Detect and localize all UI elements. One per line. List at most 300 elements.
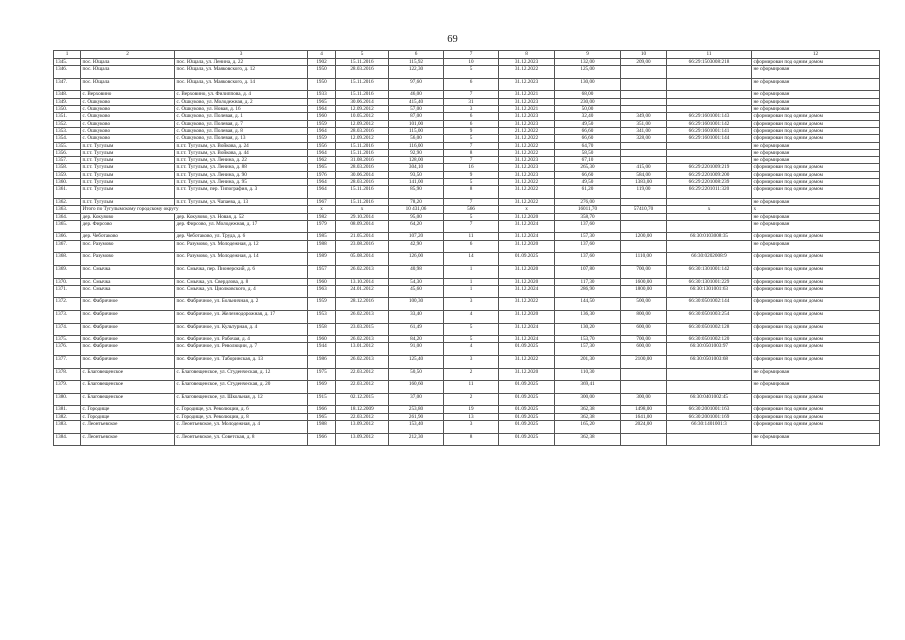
residents-cell: 11 — [444, 381, 499, 394]
land-status-cell: сформирован под одним домом — [752, 421, 880, 434]
inspection-date-cell: 29.10.2014 — [336, 213, 389, 220]
row-number-cell: 1346. — [54, 66, 81, 79]
inspection-date-cell: 10.05.2012 — [336, 113, 389, 120]
planned-area-cell: 66,60 — [555, 171, 621, 178]
area-cell: 141,00 — [389, 179, 444, 186]
table-row — [54, 413, 880, 420]
settlement-cell: с. Ошкуково — [81, 120, 175, 127]
resettlement-date-cell: 31.12.2021 — [499, 106, 555, 113]
column-header: 12 — [752, 51, 880, 59]
residents-cell: 1 — [444, 278, 499, 285]
land-area-cell — [621, 91, 667, 98]
land-status-cell: не сформирован — [752, 433, 880, 446]
table-row — [54, 323, 880, 336]
year-built-cell: 1959 — [308, 135, 336, 142]
table-row — [54, 336, 880, 343]
address-cell: дер. Чеботаково, ул. Труда, д. 6 — [175, 233, 308, 240]
planned-area-cell: 58,50 — [555, 149, 621, 156]
table-row — [54, 393, 880, 406]
land-area-cell — [621, 240, 667, 253]
land-area-cell — [621, 78, 667, 91]
table-row — [54, 66, 880, 79]
row-number-cell: 1378. — [54, 368, 81, 381]
row-number-cell: 1383. — [54, 421, 81, 434]
address-cell: с. Благовещенское, ул. Студенческая, д. 20 — [175, 381, 308, 394]
table-row — [54, 368, 880, 381]
settlement-cell: с. Ошкуково — [81, 106, 175, 113]
resettlement-date-cell: 31.12.2023 — [499, 78, 555, 91]
area-cell: 61,49 — [389, 323, 444, 336]
cadastral-number-cell — [667, 98, 752, 105]
land-status-cell: сформирован под одним домом — [752, 253, 880, 266]
cadastral-number-cell — [667, 433, 752, 446]
land-area-cell — [621, 198, 667, 205]
settlement-cell: с. Леонтьевское — [81, 433, 175, 446]
resettlement-date-cell: 31.12.2020 — [499, 240, 555, 253]
land-area-cell: 57410,70 — [621, 206, 667, 213]
row-number-cell: 1365. — [54, 220, 81, 233]
settlement-cell: с. Благовещенское — [81, 368, 175, 381]
residents-cell: 9 — [444, 171, 499, 178]
year-built-cell: 1967 — [308, 198, 336, 205]
settlement-cell: дер. Чеботаково — [81, 233, 175, 240]
land-status-cell: не сформирован — [752, 157, 880, 164]
planned-area-cell: 117,30 — [555, 278, 621, 285]
land-area-cell: 349,00 — [621, 113, 667, 120]
resettlement-date-cell: 31.12.2022 — [499, 135, 555, 142]
land-status-cell: не сформирован — [752, 213, 880, 220]
settlement-cell: с. Благовещенское — [81, 393, 175, 406]
inspection-date-cell: 18.12.2009 — [336, 406, 389, 413]
year-built-cell: 1964 — [308, 149, 336, 156]
cadastral-number-cell: 66:29:1601001:143 — [667, 113, 752, 120]
inspection-date-cell: 28.03.2016 — [336, 164, 389, 171]
area-cell: 126,00 — [389, 253, 444, 266]
planned-area-cell: 369,41 — [555, 381, 621, 394]
address-cell: п.г.т. Тугулым, ул. Ленина, д. 95 — [175, 179, 308, 186]
inspection-date-cell: 15.11.2016 — [336, 78, 389, 91]
land-area-cell — [621, 220, 667, 233]
residents-cell: 14 — [444, 253, 499, 266]
settlement-cell: с. Ошкуково — [81, 98, 175, 105]
year-built-cell: 1989 — [308, 253, 336, 266]
year-built-cell: 1969 — [308, 381, 336, 394]
settlement-cell: пос. Ющала — [81, 66, 175, 79]
inspection-date-cell: 31.08.2016 — [336, 157, 389, 164]
settlement-cell: пос. Фабричное — [81, 298, 175, 311]
row-number-cell: 1347. — [54, 78, 81, 91]
residents-cell: 7 — [444, 142, 499, 149]
cadastral-number-cell — [667, 368, 752, 381]
address-cell: п.г.т. Тугулым, ул. Войкова, д. 24 — [175, 142, 308, 149]
table-row — [54, 149, 880, 156]
inspection-date-cell: 30.06.2014 — [336, 171, 389, 178]
resettlement-date-cell: 31.12.2022 — [499, 198, 555, 205]
residents-cell: 1 — [444, 265, 499, 278]
settlement-cell: п.г.т. Тугулым — [81, 142, 175, 149]
year-built-cell: 1960 — [308, 278, 336, 285]
area-cell: 212,30 — [389, 433, 444, 446]
settlement-cell: с. Верховино — [81, 91, 175, 98]
planned-area-cell: 201,30 — [555, 356, 621, 369]
table-row — [54, 179, 880, 186]
row-number-cell: 1379. — [54, 381, 81, 394]
year-built-cell: 1960 — [308, 336, 336, 343]
resettlement-date-cell: 31.12.2022 — [499, 298, 555, 311]
residents-cell: 1 — [444, 285, 499, 298]
year-built-cell: 1957 — [308, 265, 336, 278]
year-built-cell: 1965 — [308, 413, 336, 420]
land-status-cell: сформирован под одним домом — [752, 406, 880, 413]
resettlement-date-cell: 31.12.2022 — [499, 179, 555, 186]
row-number-cell: 1354. — [54, 135, 81, 142]
land-area-cell: 1383,00 — [621, 179, 667, 186]
inspection-date-cell: 15.11.2016 — [336, 91, 389, 98]
row-number-cell: 1350. — [54, 106, 81, 113]
cadastral-number-cell — [667, 157, 752, 164]
area-cell: 125,40 — [389, 356, 444, 369]
year-built-cell: 1976 — [308, 171, 336, 178]
resettlement-date-cell: 31.12.2020 — [499, 278, 555, 285]
residents-cell: 5 — [444, 213, 499, 220]
land-area-cell: 700,00 — [621, 336, 667, 343]
table-row — [54, 164, 880, 171]
residents-cell: 7 — [444, 91, 499, 98]
planned-area-cell: 61,20 — [555, 186, 621, 199]
area-cell: 100,30 — [389, 298, 444, 311]
row-number-cell: 1370. — [54, 278, 81, 285]
table-row — [54, 206, 880, 213]
inspection-date-cell: 08.09.2014 — [336, 220, 389, 233]
row-number-cell: 1367. — [54, 240, 81, 253]
table-row — [54, 343, 880, 356]
land-status-cell: сформирован под одним домом — [752, 120, 880, 127]
settlement-cell: пос. Ющала — [81, 78, 175, 91]
cadastral-number-cell: х — [667, 206, 752, 213]
planned-area-cell: 286,90 — [555, 285, 621, 298]
settlement-cell: с. Городище — [81, 406, 175, 413]
address-cell: пос. Фабричное, ул. Культурная, д. 4 — [175, 323, 308, 336]
cadastral-number-cell: 66:30:1301001:229 — [667, 278, 752, 285]
resettlement-date-cell: 31.12.2022 — [499, 142, 555, 149]
settlement-cell: пос. Ющала — [81, 59, 175, 66]
year-built-cell: 1959 — [308, 298, 336, 311]
land-status-cell: сформирован под одним домом — [752, 413, 880, 420]
land-area-cell: 800,00 — [621, 310, 667, 323]
area-cell: 78,20 — [389, 198, 444, 205]
resettlement-date-cell: 31.12.2021 — [499, 91, 555, 98]
area-cell: 50,50 — [389, 368, 444, 381]
land-area-cell: 1641,00 — [621, 413, 667, 420]
residents-cell: 2 — [444, 368, 499, 381]
land-area-cell: 209,00 — [621, 59, 667, 66]
area-cell: 115,92 — [389, 59, 444, 66]
table-row — [54, 278, 880, 285]
area-cell: 115,00 — [389, 127, 444, 134]
area-cell: 57,00 — [389, 106, 444, 113]
address-cell: с. Верховино, ул. Филиппова, д. 4 — [175, 91, 308, 98]
table-row — [54, 265, 880, 278]
residents-cell: 3 — [444, 421, 499, 434]
year-built-cell: 1966 — [308, 406, 336, 413]
row-number-cell: 1348. — [54, 91, 81, 98]
inspection-date-cell: 26.02.2013 — [336, 310, 389, 323]
inspection-date-cell: 15.11.2016 — [336, 142, 389, 149]
land-area-cell: 584,00 — [621, 171, 667, 178]
resettlement-date-cell: 31.12.2020 — [499, 265, 555, 278]
cadastral-number-cell: 66:30:1401001:3 — [667, 421, 752, 434]
residents-cell: 566 — [444, 206, 499, 213]
land-status-cell: не сформирован — [752, 66, 880, 79]
column-header: 6 — [389, 51, 444, 59]
table-row — [54, 406, 880, 413]
resettlement-date-cell: 31.12.2024 — [499, 323, 555, 336]
planned-area-cell: 49,50 — [555, 179, 621, 186]
row-number-cell: 1376. — [54, 343, 81, 356]
settlement-cell: пос. Разумово — [81, 253, 175, 266]
land-area-cell — [621, 381, 667, 394]
table-row — [54, 171, 880, 178]
cadastral-number-cell — [667, 149, 752, 156]
column-header: 3 — [175, 51, 308, 59]
inspection-date-cell: 26.02.2013 — [336, 336, 389, 343]
table-row — [54, 91, 880, 98]
settlement-cell: п.г.т. Тугулым — [81, 164, 175, 171]
year-built-cell: 1915 — [308, 393, 336, 406]
table-row — [54, 157, 880, 164]
residents-cell: 3 — [444, 298, 499, 311]
residents-cell: 11 — [444, 233, 499, 240]
inspection-date-cell: 15.11.2016 — [336, 59, 389, 66]
table-row — [54, 310, 880, 323]
table-row — [54, 113, 880, 120]
land-status-cell: не сформирован — [752, 78, 880, 91]
settlement-cell: пос. Фабричное — [81, 336, 175, 343]
address-cell: пос. Смычка, пер. Пионерский, д. 6 — [175, 265, 308, 278]
cadastral-number-cell — [667, 78, 752, 91]
land-area-cell — [621, 213, 667, 220]
row-number-cell: 1356. — [54, 149, 81, 156]
inspection-date-cell: 26.02.2013 — [336, 265, 389, 278]
cadastral-number-cell — [667, 91, 752, 98]
land-status-cell: сформирован под одним домом — [752, 127, 880, 134]
area-cell: 415,40 — [389, 98, 444, 105]
column-header: 1 — [54, 51, 81, 59]
inspection-date-cell: х — [336, 206, 389, 213]
inspection-date-cell: 23.03.2015 — [336, 323, 389, 336]
inspection-date-cell: 22.03.2012 — [336, 368, 389, 381]
area-cell: 37,00 — [389, 393, 444, 406]
settlement-cell: пос. Фабричное — [81, 310, 175, 323]
planned-area-cell: 230,00 — [555, 98, 621, 105]
planned-area-cell: 137,60 — [555, 240, 621, 253]
residents-cell: 7 — [444, 198, 499, 205]
cadastral-number-cell — [667, 198, 752, 205]
table-row — [54, 135, 880, 142]
address-cell: с. Леонтьевское, ул. Молодежная, д. 4 — [175, 421, 308, 434]
land-status-cell: сформирован под одним домом — [752, 265, 880, 278]
resettlement-date-cell: 01.09.2025 — [499, 406, 555, 413]
resettlement-date-cell: 31.12.2023 — [499, 98, 555, 105]
residents-cell: 2 — [444, 393, 499, 406]
land-area-cell: 600,00 — [621, 323, 667, 336]
cadastral-number-cell: 66:29:1601001:142 — [667, 120, 752, 127]
resettlement-date-cell: 21.12.2022 — [499, 127, 555, 134]
resettlement-date-cell: 01.09.2025 — [499, 421, 555, 434]
land-status-cell: х — [752, 206, 880, 213]
cadastral-number-cell: 66:30:0501002:144 — [667, 298, 752, 311]
address-cell: пос. Ющала, ул. Маяковского, д. 14 — [175, 78, 308, 91]
planned-area-cell: 130,20 — [555, 323, 621, 336]
land-status-cell: не сформирован — [752, 149, 880, 156]
residents-cell: 8 — [444, 433, 499, 446]
resettlement-date-cell: 31.12.2022 — [499, 186, 555, 199]
year-built-cell: 1982 — [308, 213, 336, 220]
year-built-cell: 1944 — [308, 343, 336, 356]
residents-cell: 7 — [444, 220, 499, 233]
row-number-cell: 1351. — [54, 113, 81, 120]
planned-area-cell: 144,50 — [555, 298, 621, 311]
land-area-cell: 600,00 — [621, 343, 667, 356]
address-cell: пос. Смычка, ул. Циолковского, д. 4 — [175, 285, 308, 298]
planned-area-cell: 50,00 — [555, 106, 621, 113]
cadastral-number-cell: 66:30:0202008:9 — [667, 253, 752, 266]
row-number-cell: 1359. — [54, 171, 81, 178]
land-status-cell: сформирован под одним домом — [752, 171, 880, 178]
settlement-cell: п.г.т. Тугулым — [81, 198, 175, 205]
row-number-cell: 1364. — [54, 213, 81, 220]
resettlement-date-cell: 01.09.2025 — [499, 413, 555, 420]
cadastral-number-cell: 66:30:0501003:68 — [667, 356, 752, 369]
settlement-cell: с. Ошкуково — [81, 135, 175, 142]
settlement-cell: п.г.т. Тугулым — [81, 186, 175, 199]
area-cell: 107,20 — [389, 233, 444, 240]
year-built-cell: 1953 — [308, 310, 336, 323]
planned-area-cell: 66,60 — [555, 135, 621, 142]
resettlement-date-cell: 01.09.2025 — [499, 381, 555, 394]
settlement-cell: пос. Фабричное — [81, 343, 175, 356]
inspection-date-cell: 21.05.2014 — [336, 233, 389, 240]
row-number-cell: 1368. — [54, 253, 81, 266]
residents-cell: 8 — [444, 149, 499, 156]
row-number-cell: 1371. — [54, 285, 81, 298]
cadastral-number-cell: 66:30:1301001:63 — [667, 285, 752, 298]
land-area-cell: 328,00 — [621, 135, 667, 142]
land-area-cell — [621, 98, 667, 105]
planned-area-cell: 136,30 — [555, 310, 621, 323]
table-row — [54, 198, 880, 205]
planned-area-cell: 68,00 — [555, 91, 621, 98]
residents-cell: 5 — [444, 323, 499, 336]
year-built-cell: 1950 — [308, 66, 336, 79]
area-cell: 93,50 — [389, 171, 444, 178]
row-number-cell: 1373. — [54, 310, 81, 323]
table-row — [54, 120, 880, 127]
address-cell: пос. Фабричное, ул. Железнодорожная, д. 17 — [175, 310, 308, 323]
cadastral-number-cell — [667, 106, 752, 113]
resettlement-date-cell: 31.12.2023 — [499, 120, 555, 127]
land-area-cell: 300,00 — [621, 393, 667, 406]
cadastral-number-cell: 66:30:0501002:120 — [667, 336, 752, 343]
table-row — [54, 381, 880, 394]
year-built-cell: 1902 — [308, 59, 336, 66]
land-area-cell — [621, 106, 667, 113]
inspection-date-cell: 12.09.2012 — [336, 120, 389, 127]
residents-cell: 6 — [444, 240, 499, 253]
table-row — [54, 127, 880, 134]
inspection-date-cell: 26.02.2013 — [336, 356, 389, 369]
residents-cell: 3 — [444, 356, 499, 369]
area-cell: 42,90 — [389, 240, 444, 253]
column-header: 5 — [336, 51, 389, 59]
planned-area-cell: 362,38 — [555, 413, 621, 420]
inspection-date-cell: 13.01.2012 — [336, 343, 389, 356]
cadastral-number-cell: 66:30:0501003:254 — [667, 310, 752, 323]
land-status-cell: сформирован под одним домом — [752, 310, 880, 323]
settlement-cell: пос. Смычка — [81, 278, 175, 285]
address-cell: с. Благовещенское, ул. Школьная, д. 12 — [175, 393, 308, 406]
residents-cell: 16 — [444, 164, 499, 171]
cadastral-number-cell — [667, 381, 752, 394]
row-number-cell: 1345. — [54, 59, 81, 66]
resettlement-date-cell: 31.12.2022 — [499, 356, 555, 369]
area-cell: 84,20 — [389, 336, 444, 343]
area-cell: 85,90 — [389, 186, 444, 199]
inspection-date-cell: 13.10.2014 — [336, 278, 389, 285]
resettlement-date-cell: 31.12.2024 — [499, 233, 555, 240]
address-cell: п.г.т. Тугулым, ул. Войкова, д. 44 — [175, 149, 308, 156]
area-cell: 153,40 — [389, 421, 444, 434]
land-status-cell: сформирован под одним домом — [752, 336, 880, 343]
land-status-cell: сформирован под одним домом — [752, 285, 880, 298]
resettlement-date-cell: 31.12.2024 — [499, 285, 555, 298]
land-area-cell — [621, 368, 667, 381]
row-number-cell: 1375. — [54, 336, 81, 343]
settlement-cell: с. Леонтьевское — [81, 421, 175, 434]
cadastral-number-cell: 66:29:2201011:320 — [667, 186, 752, 199]
land-status-cell: сформирован под одним домом — [752, 164, 880, 171]
column-header: 10 — [621, 51, 667, 59]
area-cell: 87,00 — [389, 113, 444, 120]
column-header: 7 — [444, 51, 499, 59]
area-cell: 116,00 — [389, 142, 444, 149]
address-cell: с. Ошкуково, ул. Молодежная, д. 2 — [175, 98, 308, 105]
settlement-cell: с. Ошкуково — [81, 127, 175, 134]
inspection-date-cell: 15.11.2016 — [336, 186, 389, 199]
planned-area-cell: 276,00 — [555, 198, 621, 205]
year-built-cell: 1988 — [308, 240, 336, 253]
planned-area-cell: 130,00 — [555, 78, 621, 91]
residents-cell: 6 — [444, 113, 499, 120]
address-cell: пос. Разумово, ул. Молодежная, д. 12 — [175, 240, 308, 253]
year-built-cell: 1965 — [308, 164, 336, 171]
resettlement-date-cell: 31.12.2022 — [499, 66, 555, 79]
land-status-cell: не сформирован — [752, 91, 880, 98]
settlement-cell: п.г.т. Тугулым — [81, 157, 175, 164]
settlement-cell: с. Городище — [81, 413, 175, 420]
row-number-cell: 1353. — [54, 127, 81, 134]
cadastral-number-cell: 66:29:2201009:219 — [667, 164, 752, 171]
inspection-date-cell: 22.03.2012 — [336, 381, 389, 394]
row-number-cell: 1369. — [54, 265, 81, 278]
land-area-cell: 1600,00 — [621, 278, 667, 285]
inspection-date-cell: 12.09.2012 — [336, 106, 389, 113]
residents-cell: 5 — [444, 135, 499, 142]
column-header: 2 — [81, 51, 175, 59]
planned-area-cell: 165,20 — [555, 421, 621, 434]
planned-area-cell: 66,60 — [555, 127, 621, 134]
planned-area-cell: 64,70 — [555, 142, 621, 149]
